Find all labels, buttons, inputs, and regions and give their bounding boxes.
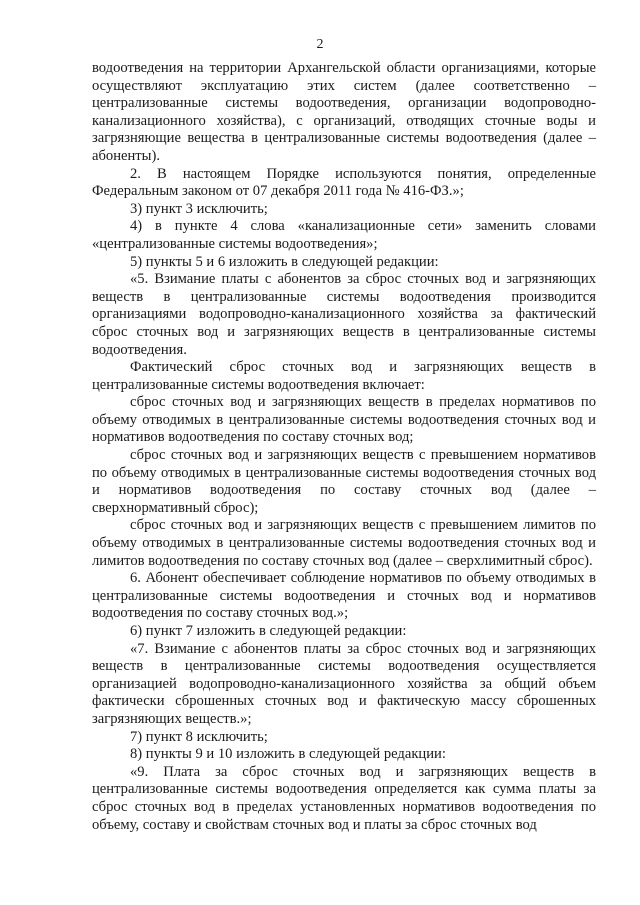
paragraph-item-6: 6) пункт 7 изложить в следующей редакции:	[130, 623, 407, 639]
paragraph-item-8: 8) пункты 9 и 10 изложить в следующей редакции:	[130, 746, 446, 763]
document-body	[92, 60, 596, 834]
paragraph-item-7: 7) пункт 8 исключить;	[130, 728, 268, 745]
paragraph-clause-9: «9. Плата за сброс сточных вод и загрязняющих веществ в централизованные системы водоотведения определяется как сумма платы за сброс сточных вод в пределах установленных нормативов водоотведения по объему, составу и свойствам сточных вод и платы за сброс сточных вод	[92, 763, 596, 833]
paragraph-item-3: 3) пункт 3 исключить;	[130, 200, 268, 217]
paragraph-over-limits: сброс сточных вод и загрязняющих веществ с превышением лимитов по объему отводимых в централизованные системы водоотведения сточных вод и лимитов водоотведения по составу сточных вод (далее – сверхлимитный сброс).	[92, 517, 596, 569]
paragraph-item-5: 5) пункты 5 и 6 изложить в следующей редакции:	[130, 253, 439, 270]
paragraph-over-norms: сброс сточных вод и загрязняющих веществ с превышением нормативов по объему отводимых в централизованные системы водоотведения сточных вод и нормативов водоотведения по составу сточных вод (далее – сверхнормативный сброс);	[92, 447, 596, 516]
paragraph-clause-2: 2. В настоящем Порядке используются понятия, определенные Федеральным законом от 07 декабря 2011 года № 416-ФЗ.»;	[92, 165, 596, 200]
paragraph-clause-7: «7. Взимание с абонентов платы за сброс сточных вод и загрязняющих веществ в централизованные системы водоотведения осуществляется организацией водопроводно-канализационного хозяйства за общий объем фактически сброшенных сточных вод и фактическую массу сброшенных загрязняющих веществ.»;	[92, 640, 596, 727]
paragraph-clause-5: «5. Взимание платы с абонентов за сброс сточных вод и загрязняющих веществ в централизованные системы водоотведения производится организациями водопроводно-канализационного хозяйства за фактический сброс сточных вод и загрязняющих веществ в централизованные системы водоотведения.	[92, 271, 596, 358]
paragraph-continuation: водоотведения на территории Архангельской области организациями, которые осуществляют эксплуатацию этих систем (далее соответственно – централизованные системы водоотведения, организации водопроводно-канализационного хозяйства), с организаций, отводящих сточные воды и загрязняющие вещества в централизованные системы водоотведения (далее – абоненты).	[92, 60, 596, 164]
page-number: 2	[316, 37, 324, 52]
paragraph-within-norms: сброс сточных вод и загрязняющих веществ в пределах нормативов по объему отводимых в централизованные системы водоотведения сточных вод и нормативов водоотведения по составу сточных вод;	[92, 394, 596, 446]
paragraph-clause-6: 6. Абонент обеспечивает соблюдение нормативов по объему отводимых в централизованные системы водоотведения и сточных вод и нормативов водоотведения по составу сточных вод.»;	[92, 570, 596, 622]
paragraph-item-4: 4) в пункте 4 слова «канализационные сети» заменить словами «централизованные системы водоотведения»;	[92, 218, 596, 252]
paragraph-actual-discharge: Фактический сброс сточных вод и загрязняющих веществ в централизованные системы водоотведения включает:	[92, 359, 596, 393]
